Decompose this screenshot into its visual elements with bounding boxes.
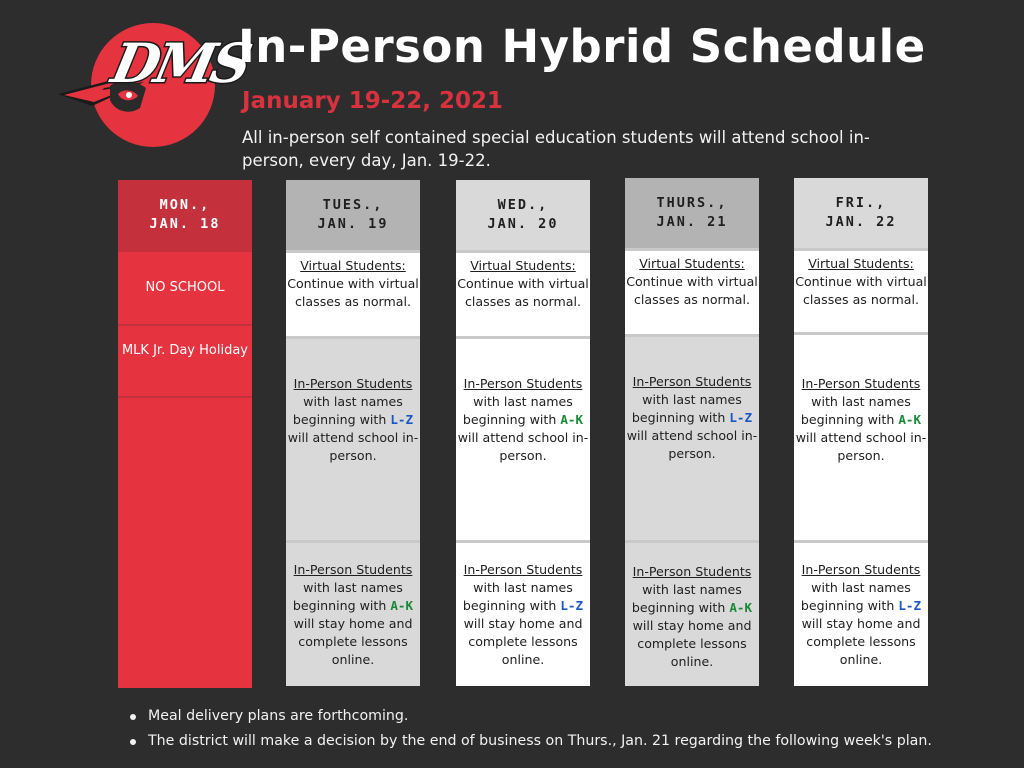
day-header: [456, 180, 590, 250]
attend-group: A-K: [560, 412, 584, 427]
holiday-cell: MLK Jr. Day Holiday: [118, 324, 252, 396]
stay-home-cell: [794, 540, 928, 686]
attend-text-pre: with last names beginning with: [800, 394, 911, 427]
attend-group: L-Z: [729, 410, 753, 425]
empty-cell: [118, 396, 252, 688]
attend-text-pre: with last names beginning with: [462, 394, 573, 427]
home-heading: In-Person Students: [293, 562, 413, 577]
home-heading: In-Person Students: [632, 564, 752, 579]
day-column-monday: [118, 180, 252, 688]
school-logo: [52, 22, 254, 147]
day-name: WED.,: [497, 197, 549, 213]
virtual-heading: Virtual Students:: [808, 256, 914, 271]
attend-group: L-Z: [390, 412, 414, 427]
virtual-text: Continue with virtual classes as normal.: [795, 274, 927, 307]
home-text-pre: with last names beginning with: [800, 580, 911, 613]
home-text-pre: with last names beginning with: [462, 580, 573, 613]
day-column-tuesday: [286, 180, 420, 686]
home-text-pre: with last names beginning with: [292, 580, 403, 613]
home-group: L-Z: [560, 598, 584, 613]
home-heading: In-Person Students: [801, 562, 921, 577]
virtual-students-cell: [456, 250, 590, 336]
logo-lettering: DMS: [106, 31, 254, 95]
virtual-students-cell: [286, 250, 420, 336]
home-text-post: will stay home and complete lessons online.: [293, 616, 413, 667]
day-header: [118, 180, 252, 250]
home-group: A-K: [729, 600, 753, 615]
note-item: The district will make a decision by the end of business on Thurs., Jan. 21 regarding the following week's plan.: [128, 729, 932, 754]
page-title: In-Person Hybrid Schedule: [238, 20, 926, 73]
stay-home-cell: [456, 540, 590, 686]
virtual-heading: Virtual Students:: [470, 258, 576, 273]
attend-school-cell: [286, 336, 420, 540]
virtual-heading: Virtual Students:: [300, 258, 406, 273]
home-text-pre: with last names beginning with: [631, 582, 742, 615]
day-date: JAN. 21: [656, 214, 728, 230]
attend-group: A-K: [898, 412, 922, 427]
virtual-text: Continue with virtual classes as normal.: [457, 276, 589, 309]
attend-heading: In-Person Students: [632, 374, 752, 389]
home-heading: In-Person Students: [463, 562, 583, 577]
attend-text-post: will attend school in-person.: [795, 430, 927, 463]
home-text-post: will stay home and complete lessons online.: [632, 618, 752, 669]
day-column-thursday: [625, 178, 759, 686]
attend-text-post: will attend school in-person.: [626, 428, 758, 461]
virtual-text: Continue with virtual classes as normal.: [287, 276, 419, 309]
day-header: [286, 180, 420, 250]
attend-school-cell: [794, 332, 928, 540]
stay-home-cell: [625, 540, 759, 686]
attend-heading: In-Person Students: [801, 376, 921, 391]
note-item: Meal delivery plans are forthcoming.: [128, 704, 932, 729]
virtual-heading: Virtual Students:: [639, 256, 745, 271]
day-date: JAN. 22: [825, 214, 897, 230]
notes-list: [128, 704, 932, 754]
no-school-cell: NO SCHOOL: [118, 250, 252, 324]
attend-text-pre: with last names beginning with: [292, 394, 403, 427]
day-column-friday: [794, 178, 928, 686]
home-group: A-K: [390, 598, 414, 613]
day-name: THURS.,: [656, 195, 728, 211]
virtual-text: Continue with virtual classes as normal.: [626, 274, 758, 307]
day-date: JAN. 20: [487, 216, 559, 232]
virtual-students-cell: [625, 248, 759, 334]
home-text-post: will stay home and complete lessons online.: [801, 616, 921, 667]
day-column-wednesday: [456, 180, 590, 686]
attend-heading: In-Person Students: [293, 376, 413, 391]
date-range: January 19-22, 2021: [242, 88, 504, 114]
attend-text-post: will attend school in-person.: [287, 430, 419, 463]
home-group: L-Z: [898, 598, 922, 613]
day-name: TUES.,: [322, 197, 384, 213]
home-text-post: will stay home and complete lessons online.: [463, 616, 583, 667]
stay-home-cell: [286, 540, 420, 686]
attend-heading: In-Person Students: [463, 376, 583, 391]
attend-text-post: will attend school in-person.: [457, 430, 589, 463]
day-date: JAN. 19: [317, 216, 389, 232]
attend-school-cell: [456, 336, 590, 540]
intro-text: All in-person self contained special education students will attend school in-person, every day, Jan. 19-22.: [242, 128, 870, 170]
day-date: JAN. 18: [149, 216, 221, 232]
virtual-students-cell: [794, 248, 928, 332]
attend-school-cell: [625, 334, 759, 540]
day-name: MON.,: [159, 197, 211, 213]
attend-text-pre: with last names beginning with: [631, 392, 742, 425]
day-header: [794, 178, 928, 248]
day-header: [625, 178, 759, 248]
day-name: FRI.,: [835, 195, 887, 211]
